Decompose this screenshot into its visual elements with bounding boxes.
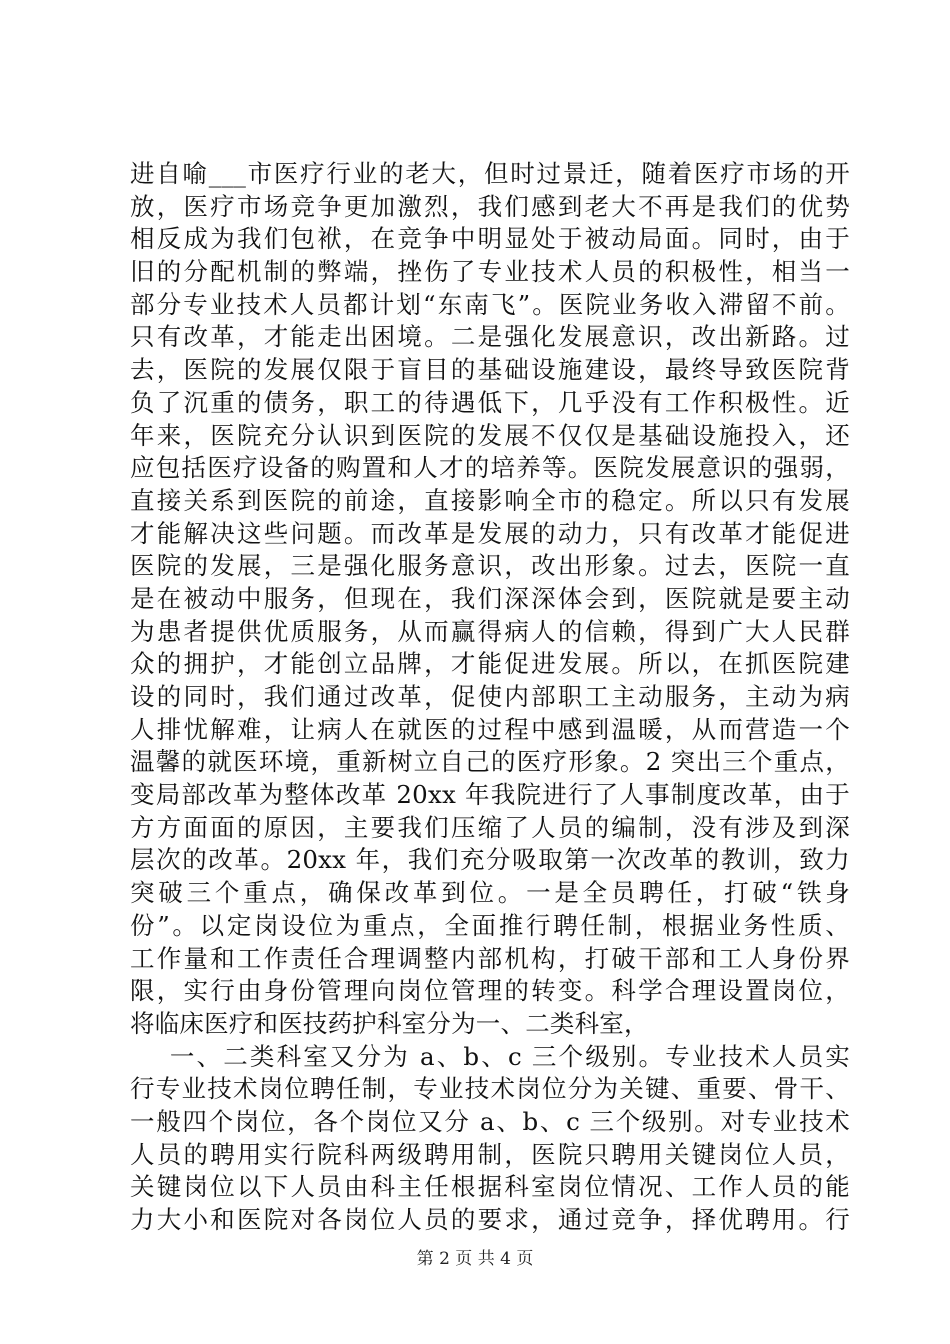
text-line: 为患者提供优质服务，从而赢得病人的信赖，得到广大人民群 [130,616,850,646]
text-line: 力大小和医院对各岗位人员的要求，通过竞争，择优聘用。行 [130,1205,850,1234]
text-line: 关键岗位以下人员由科主任根据科室岗位情况、工作人员的能 [130,1172,850,1202]
text-line: 进自喻___市医疗行业的老大，但时过景迁，随着医疗市场的开 [130,159,850,188]
text-line: 工作量和工作责任合理调整内部机构，打破干部和工人身份界 [130,943,850,973]
text-line: 人排忧解难，让病人在就医的过程中感到温暖，从而营造一个 [130,714,850,744]
text-line: 部分专业技术人员都计划“东南飞”。医院业务收入滞留不前。 [130,289,850,319]
text-line: 一、二类科室又分为 a、b、c 三个级别。专业技术人员实 [130,1041,850,1071]
text-line: 变局部改革为整体改革 20xx 年我院进行了人事制度改革，由于 [130,780,850,810]
text-line: 层次的改革。20xx 年，我们充分吸取第一次改革的教训，致力 [130,845,850,875]
text-line: 一般四个岗位，各个岗位又分 a、b、c 三个级别。对专业技术 [130,1106,850,1136]
text-line: 去，医院的发展仅限于盲目的基础设施建设，最终导致医院背 [130,355,850,385]
text-line: 份”。以定岗设位为重点，全面推行聘任制，根据业务性质、 [130,910,850,940]
text-line: 放，医疗市场竞争更加激烈，我们感到老大不再是我们的优势 [130,191,850,221]
page-number-label: 第 2 页 共 4 页 [416,1249,534,1269]
page-footer [0,1248,950,1270]
text-line: 旧的分配机制的弊端，挫伤了专业技术人员的积极性，相当一 [130,257,850,287]
text-line: 设的同时，我们通过改革，促使内部职工主动服务，主动为病 [130,682,850,711]
text-line: 年来，医院充分认识到医院的发展不仅仅是基础设施投入，还 [130,420,850,450]
body-text [130,158,850,1237]
text-line: 只有改革，才能走出困境。二是强化发展意识，改出新路。过 [130,322,850,352]
text-line: 是在被动中服务，但现在，我们深深体会到，医院就是要主动 [130,583,850,613]
text-line: 方方面面的原因，主要我们压缩了人员的编制，没有涉及到深 [130,812,850,842]
text-line: 应包括医疗设备的购置和人才的培养等。医院发展意识的强弱， [130,453,850,483]
text-line: 人员的聘用实行院科两级聘用制，医院只聘用关键岗位人员， [130,1139,850,1169]
text-line: 限，实行由身份管理向岗位管理的转变。科学合理设置岗位， [130,976,850,1006]
text-line: 将临床医疗和医技药护科室分为一、二类科室， [130,1008,649,1038]
text-line: 众的拥护，才能创立品牌，才能促进发展。所以，在抓医院建 [130,649,850,679]
text-line: 负了沉重的债务，职工的待遇低下，几乎没有工作积极性。近 [130,387,850,417]
text-line: 医院的发展，三是强化服务意识，改出形象。过去，医院一直 [130,551,850,581]
text-line: 突破三个重点，确保改革到位。一是全员聘任，打破“铁身 [130,878,850,908]
text-line: 直接关系到医院的前途，直接影响全市的稳定。所以只有发展 [130,485,850,515]
text-line: 相反成为我们包袱，在竞争中明显处于被动局面。同时，由于 [130,224,850,254]
text-line: 才能解决这些问题。而改革是发展的动力，只有改革才能促进 [130,518,850,548]
text-line: 温馨的就医环境，重新树立自己的医疗形象。2 突出三个重点， [130,747,850,777]
text-line: 行专业技术岗位聘任制，专业技术岗位分为关键、重要、骨干、 [130,1074,850,1104]
